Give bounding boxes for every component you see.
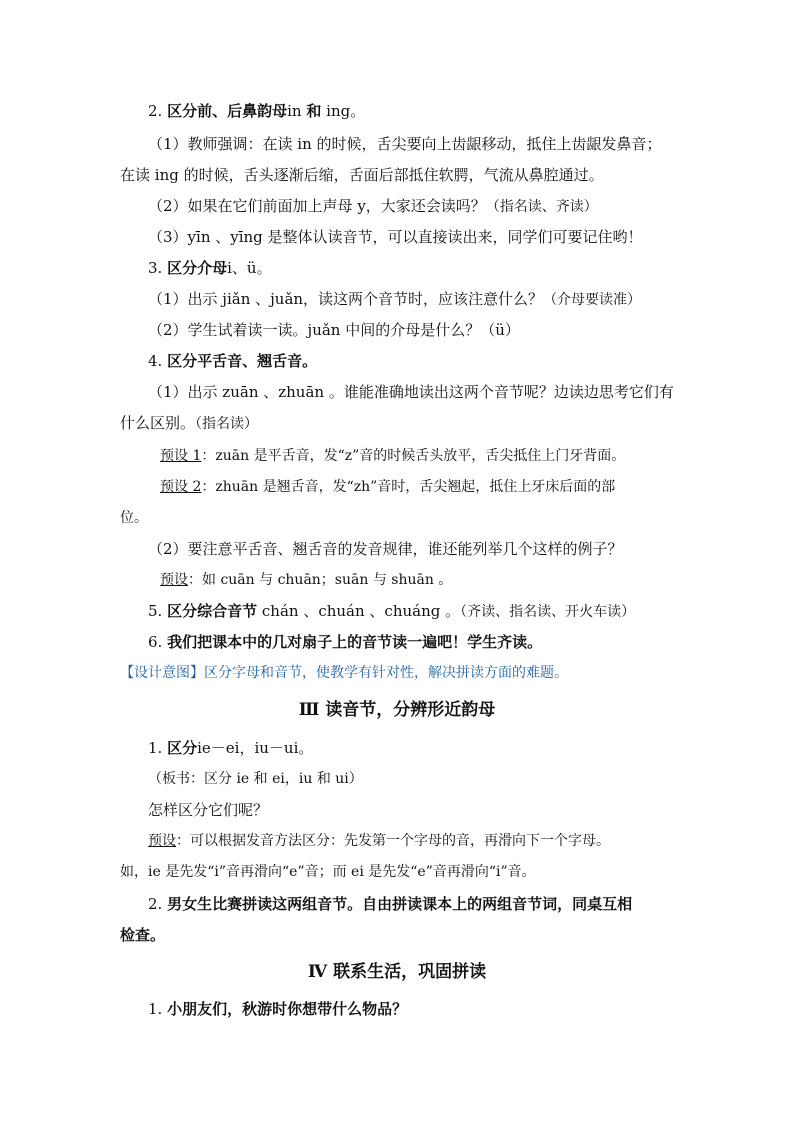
preset-3: 预设：如 cuān 与 chuān；suān 与 shuān 。 bbox=[160, 572, 453, 588]
preset-1: 预设 1：zuān 是平舌音，发“z”音的时候舌头放平，舌尖抵住上门牙背面。 bbox=[160, 448, 626, 464]
heading-section-iii: Ⅲ 读音节，分辨形近韵母 bbox=[298, 700, 496, 720]
section-6: 6. 我们把课本中的几对扇子上的音节读一遍吧！学生齐读。 bbox=[148, 633, 543, 651]
preset-2-line-2: 位。 bbox=[120, 510, 148, 526]
section-4-paragraph-2: （2）要注意平舌音、翘舌音的发音规律，谁还能列举几个这样的例子？ bbox=[148, 540, 623, 558]
preset-4-line-1: 预设：可以根据发音方法区分：先发第一个字母的音，再滑向下一个字母。 bbox=[148, 833, 610, 849]
section-iii-item-1: 1. 区分ie－ei，iu－ui。 bbox=[148, 739, 314, 757]
how-question: 怎样区分它们呢？ bbox=[148, 801, 269, 819]
section-3-paragraph-1: （1）出示 jiǎn 、juǎn，读这两个音节时，应该注意什么？（介母要读准） bbox=[148, 290, 642, 308]
section-3-paragraph-2: （2）学生试着读一读。juǎn 中间的介母是什么？（ü） bbox=[148, 321, 520, 339]
heading-section-iv: Ⅳ 联系生活，巩固拼读 bbox=[307, 962, 487, 982]
section-2-title: 2. 区分前、后鼻韵母in 和 ing。 bbox=[148, 102, 366, 120]
section-2-paragraph-1-line-2: 在读 ing 的时候，舌头逐渐后缩，舌面后部抵住软腭，气流从鼻腔通过。 bbox=[120, 166, 604, 184]
section-2-paragraph-2: （2）如果在它们前面加上声母 y，大家还会读吗？（指名读、齐读） bbox=[148, 197, 598, 215]
preset-4-line-2: 如，ie 是先发“i”音再滑向“e”音；而 ei 是先发“e”音再滑向“i”音。 bbox=[120, 864, 536, 880]
section-iii-item-2-line-1: 2. 男女生比赛拼读这两组音节。自由拼读课本上的两组音节词，同桌互相 bbox=[148, 895, 633, 913]
section-iv-item-1: 1. 小朋友们，秋游时你想带什么物品？ bbox=[148, 1000, 408, 1018]
section-4-paragraph-1-line-1: （1）出示 zuān 、zhuān 。谁能准确地读出这两个音节呢？边读边思考它们有 bbox=[148, 383, 674, 401]
section-4-title: 4. 区分平舌音、翘舌音。 bbox=[148, 352, 318, 370]
section-5: 5. 区分综合音节 chán 、chuán 、chuáng 。（齐读、指名读、开火车读） bbox=[148, 602, 636, 620]
section-4-paragraph-1-line-2: 什么区别。（指名读） bbox=[120, 414, 259, 432]
section-iii-item-2-line-2: 检查。 bbox=[120, 926, 166, 944]
section-2-paragraph-1-line-1: （1）教师强调：在读 in 的时候，舌尖要向上齿龈移动，抵住上齿龈发鼻音； bbox=[148, 135, 662, 153]
section-3-title: 3. 区分介母i、ü。 bbox=[148, 259, 272, 277]
preset-2-line-1: 预设 2：zhuān 是翘舌音，发“zh”音时，舌尖翘起，抵住上牙床后面的部 bbox=[160, 479, 616, 495]
board-note: （板书：区分 ie 和 ei，iu 和 ui） bbox=[148, 771, 363, 787]
design-intent-note: 【设计意图】区分字母和音节，使教学有针对性，解决拼读方面的难题。 bbox=[120, 665, 568, 681]
section-2-paragraph-3: （3）yīn 、yīng 是整体认读音节，可以直接读出来，同学们可要记住哟！ bbox=[148, 228, 643, 246]
